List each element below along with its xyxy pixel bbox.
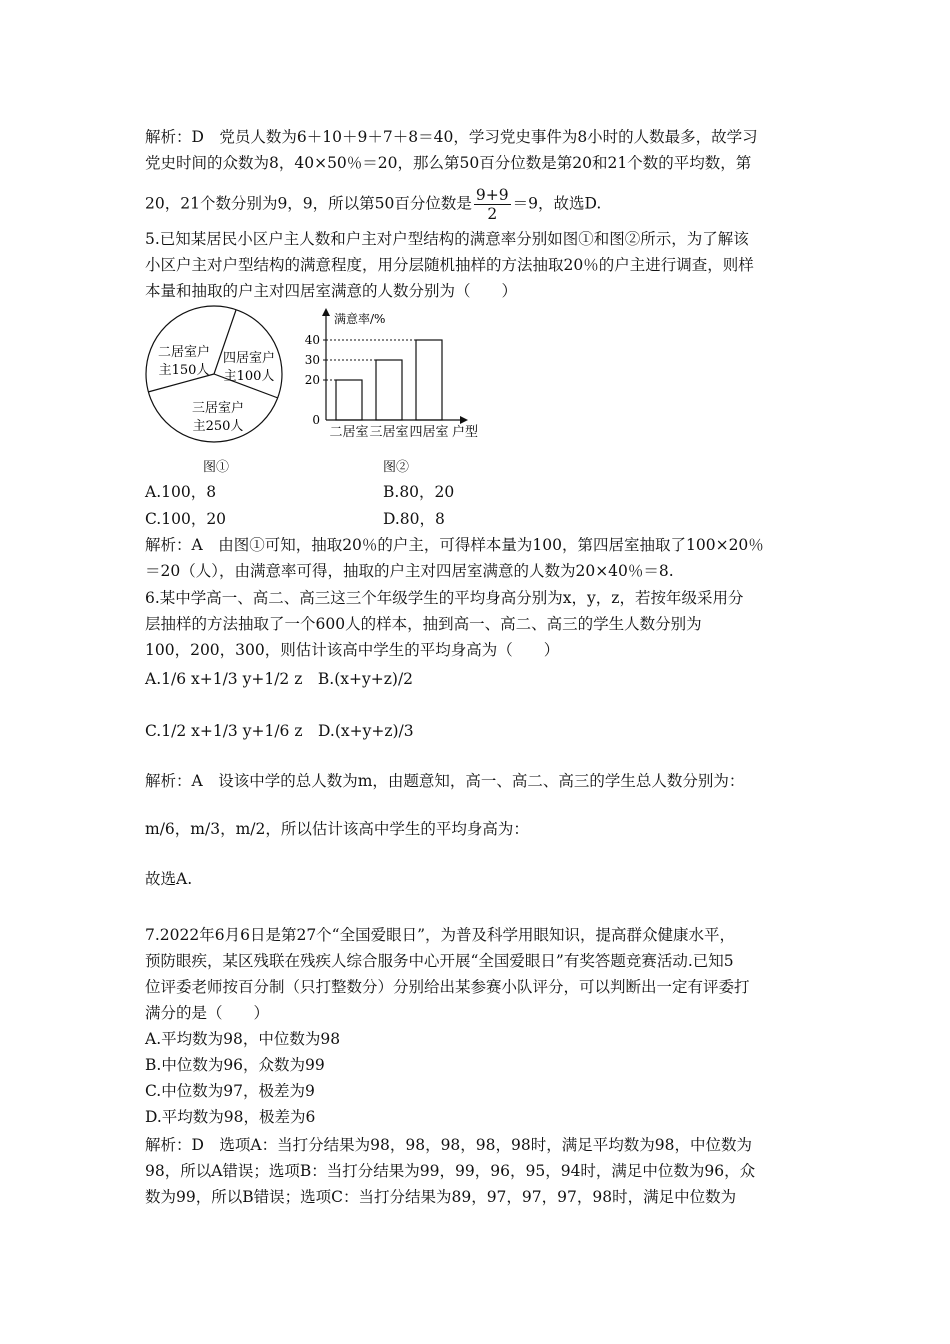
q6-solution-line-2: m/6，m/3，m/2，所以估计该高中学生的平均身高为： [145,820,529,838]
q6-option-c: C.1/2 x+1/3 y+1/6 z [145,722,303,740]
q7-option-b: B.中位数为96，众数为99 [145,1056,325,1074]
q7-stem-line-1: 7.2022年6月6日是第27个“全国爱眼日”，为普及科学用眼知识，提高群众健康水平， [145,926,736,944]
q7-stem-line-3: 位评委老师按百分制（只打整数分）分别给出某参赛小队评分，可以判断出一定有评委打 [145,978,750,996]
pie-label-4room-l2: 主100人 [223,369,275,384]
q5-option-b: B.80，20 [383,483,455,501]
q6-stem-line-1: 6.某中学高一、高二、高三这三个年级学生的平均身高分别为x，y，z，若按年级采用分 [145,589,744,607]
pie-label-2room-l1: 二居室户 [157,345,211,360]
q6-option-sep [302,670,318,688]
bar-chart [300,306,500,446]
q7-solution-line-2: 98，所以A错误；选项B：当打分结果为99，99，96，95，94时，满足中位数为96，众 [145,1162,756,1180]
y-axis-arrow [322,308,330,316]
q5-option-d: D.80，8 [383,510,445,528]
bar [416,340,442,420]
pie-label-3room-l1: 三居室户 [191,401,245,416]
bar-caption: 图② [383,460,410,475]
q7-stem-line-2: 预防眼疾，某区残联在残疾人综合服务中心开展“全国爱眼日”有奖答题竞赛活动.已知5 [145,952,734,970]
pie-figure [140,300,290,450]
x-axis-label: 户型 [452,425,479,440]
q6-solution-line-1: 解析：A 设该中学的总人数为m，由题意知，高一、高二、高三的学生总人数分别为： [145,772,745,790]
pie-label-4room-l1: 四居室户 [222,351,276,366]
q6-option-a: A.1/6 x+1/3 y+1/2 z [145,670,303,688]
x-tick-label: 三居室 [369,425,409,440]
q6-option-b: B.(x+y+z)/2 [317,670,414,688]
q7-solution-line-1: 解析：D 选项A：当打分结果为98，98，98，98，98时，满足平均数为98，中位数为 [145,1136,752,1154]
q6-option-d: D.(x+y+z)/3 [318,722,414,740]
q4-solution-line-2: 党史时间的众数为8，40×50％＝20，那么第50百分位数是第20和21个数的平均数，第 [145,154,752,172]
q6-stem-line-2: 层抽样的方法抽取了一个600人的样本，抽到高一、高二、高三的学生人数分别为 [145,615,702,633]
y-axis-label: 满意率/% [334,312,386,326]
y-tick-label: 0 [312,413,320,427]
q5-stem-line-2: 小区户主对户型结构的满意程度，用分层随机抽样的方法抽取20％的户主进行调查，则样 [145,256,754,274]
q4-solution-text-a: 20，21个数分别为9，9，所以第50百分位数是 [145,194,472,213]
q6-option-sep-2 [303,722,319,740]
pie-label-3room-l2: 主250人 [192,419,244,434]
q7-option-a: A.平均数为98，中位数为98 [145,1030,341,1048]
q4-solution-line-1: 解析：D 党员人数为6＋10＋9＋7＋8＝40，学习党史事件为8小时的人数最多，故学习 [145,128,758,146]
x-axis-arrow [460,416,468,424]
q5-solution-line-2: ＝20（人），由满意率可得，抽取的户主对四居室满意的人数为20×40％＝8. [145,562,674,580]
q7-option-d: D.平均数为98，极差为6 [145,1108,316,1126]
y-tick-label: 20 [304,373,320,387]
q4-fraction [474,186,511,223]
x-tick-label: 四居室 [409,425,449,440]
q6-options-ab [145,668,413,690]
q5-option-a: A.100，8 [145,483,217,501]
bar [336,380,362,420]
q6-options-cd [145,720,414,742]
q5-option-c: C.100，20 [145,510,227,528]
q7-stem-line-4: 满分的是（ ） [145,1004,270,1022]
y-tick-label: 40 [304,333,320,347]
q4-frac-den: 2 [487,205,498,223]
q4-frac-num: 9+9 [475,186,509,204]
pie-label-2room-l2: 主150人 [158,363,210,378]
q6-stem-line-3: 100，200，300，则估计该高中学生的平均身高为（ ） [145,641,560,659]
q7-solution-line-3: 数为99，所以B错误；选项C：当打分结果为89，97，97，97，98时，满足中位数为 [145,1188,737,1206]
q5-stem-line-3: 本量和抽取的户主对四居室满意的人数分别为（ ） [145,282,518,300]
q4-solution-text-b: ＝9，故选D. [512,194,602,213]
q4-solution-line-3 [145,186,601,223]
q7-option-c: C.中位数为97，极差为9 [145,1082,315,1100]
q5-stem-line-1: 5.已知某居民小区户主人数和户主对户型结构的满意率分别如图①和图②所示，为了解该 [145,230,749,248]
y-tick-label: 30 [304,353,320,367]
q6-solution-line-3: 故选A. [145,870,193,888]
pie-caption: 图① [203,460,230,475]
x-tick-label: 二居室 [329,425,369,440]
q5-solution-line-1: 解析：A 由图①可知，抽取20％的户主，可得样本量为100，第四居室抽取了100×20％ [145,536,764,554]
bar [376,360,402,420]
